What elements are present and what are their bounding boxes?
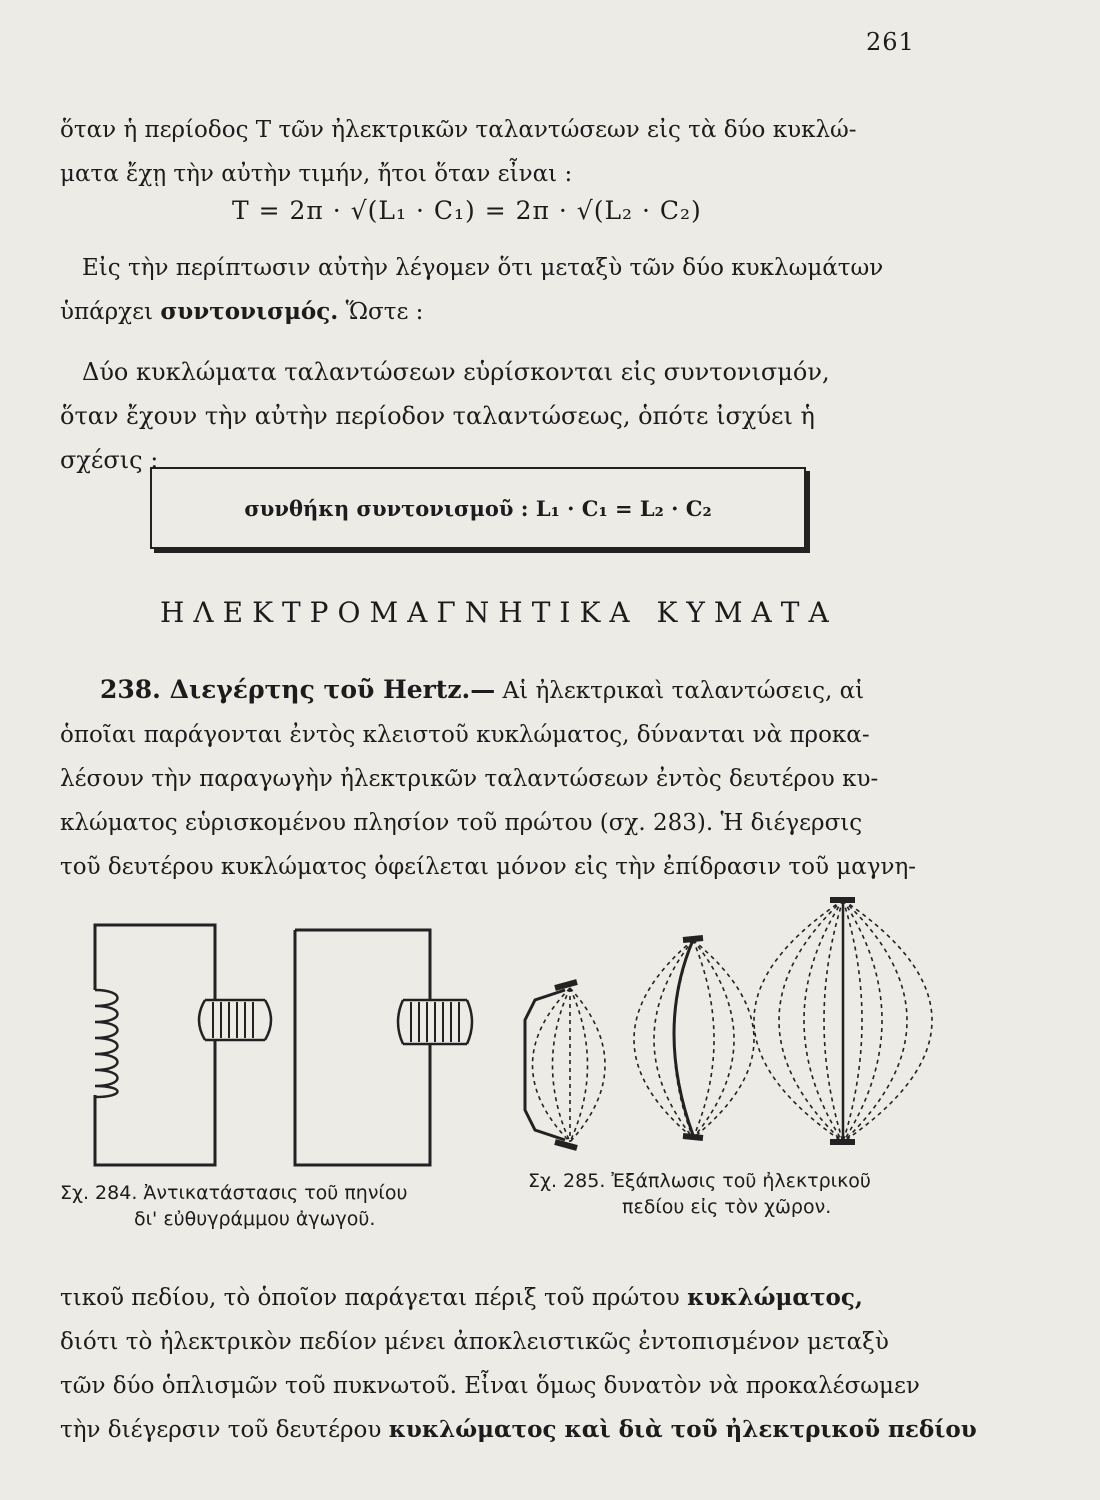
text-span: τικοῦ πεδίου, τὸ ὁποῖον παράγεται πέριξ τοῦ πρώτου <box>60 1285 680 1311</box>
section-title: ΗΛΕΚΤΡΟΜΑΓΝΗΤΙΚΑ ΚΥΜΑΤΑ <box>160 596 838 629</box>
text-line: διότι τὸ ἠλεκτρικὸν πεδίον μένει ἀποκλειστικῶς ἐντοπισμένον μεταξὺ <box>60 1329 889 1355</box>
text-line: Δύο κυκλώματα ταλαντώσεων εὑρίσκονται εἰς συντονισμόν, <box>82 358 830 386</box>
caption-line: δι' εὐθυγράμμου ἀγωγοῦ. <box>134 1208 376 1230</box>
text-span: Ὥστε : <box>345 299 424 325</box>
text-span: τὴν διέγερσιν τοῦ δευτέρου <box>60 1417 382 1443</box>
closing-paragraph <box>60 1276 977 1452</box>
intro-paragraph <box>60 108 960 196</box>
section-heading: 238. Διεγέρτης τοῦ Hertz.— <box>100 675 496 704</box>
text-line <box>60 290 960 334</box>
resonance-paragraph <box>60 246 960 334</box>
section-238-paragraph <box>60 668 960 889</box>
caption-line: πεδίου εἰς τὸν χῶρον. <box>622 1196 832 1218</box>
term-resonance: συντονισμός. <box>160 298 339 325</box>
text-line: σχέσις : <box>60 446 159 474</box>
page-number: 261 <box>866 28 915 56</box>
text-line: κλώματος εὑρισκομένου πλησίον τοῦ πρώτου (σχ. 283). Ἡ διέγερσις <box>60 810 863 836</box>
text-span-bold: κυκλώματος καὶ διὰ τοῦ ἠλεκτρικοῦ πεδίου <box>388 1416 977 1443</box>
text-line: ὁποῖαι παράγονται ἐντὸς κλειστοῦ κυκλώματος, δύνανται νὰ προκα- <box>60 722 870 748</box>
text-line <box>60 1276 960 1320</box>
period-formula: T = 2π · √(L₁ · C₁) = 2π · √(L₂ · C₂) <box>232 196 702 225</box>
text-line: τοῦ δευτέρου κυκλώματος ὀφείλεται μόνον εἰς τὴν ἐπίδρασιν τοῦ μαγνη- <box>60 854 917 880</box>
figure-285-field-medium <box>634 938 754 1138</box>
resonance-condition: συνθήκη συντονισμοῦ : L₁ · C₁ = L₂ · C₂ <box>244 495 712 521</box>
figure-284-caption <box>60 1180 407 1232</box>
text-line: Εἰς τὴν περίπτωσιν αὐτὴν λέγομεν ὅτι μεταξὺ τῶν δύο κυκλωμάτων <box>82 255 884 281</box>
figures-284-285 <box>55 880 955 1180</box>
text-line <box>60 668 960 713</box>
resonance-condition-box <box>150 467 806 549</box>
text-line: λέσουν τὴν παραγωγὴν ἠλεκτρικῶν ταλαντώσεων ἐντὸς δευτέρου κυ- <box>60 766 879 792</box>
text-span: Αἱ ἠλεκτρικαὶ ταλαντώσεις, αἱ <box>502 678 865 704</box>
text-span: ὑπάρχει <box>60 299 154 325</box>
figure-285-caption <box>528 1168 871 1220</box>
figure-285-field-small <box>525 982 605 1148</box>
text-line: ματα ἔχῃ τὴν αὐτὴν τιμήν, ἤτοι ὅταν εἶναι : <box>60 161 573 187</box>
definition-paragraph <box>60 350 960 482</box>
figure-284-straight-circuit <box>295 930 472 1165</box>
text-line <box>60 1408 977 1452</box>
text-line: τῶν δύο ὁπλισμῶν τοῦ πυκνωτοῦ. Εἶναι ὅμως δυνατὸν νὰ προκαλέσωμεν <box>60 1373 920 1399</box>
text-line: ὅταν ἔχουν τὴν αὐτὴν περίοδον ταλαντώσεως, ὁπότε ἰσχύει ἡ <box>60 402 815 430</box>
text-line: ὅταν ἡ περίοδος T τῶν ἠλεκτρικῶν ταλαντώσεων εἰς τὰ δύο κυκλώ- <box>60 117 857 143</box>
text-span-bold: κυκλώματος, <box>687 1284 863 1311</box>
caption-line: Σχ. 285. Ἐξάπλωσις τοῦ ἠλεκτρικοῦ <box>528 1170 871 1192</box>
caption-line: Σχ. 284. Ἀντικατάστασις τοῦ πηνίου <box>60 1182 408 1204</box>
figure-284-coil-circuit <box>95 925 271 1165</box>
figure-285-field-large <box>754 900 932 1142</box>
